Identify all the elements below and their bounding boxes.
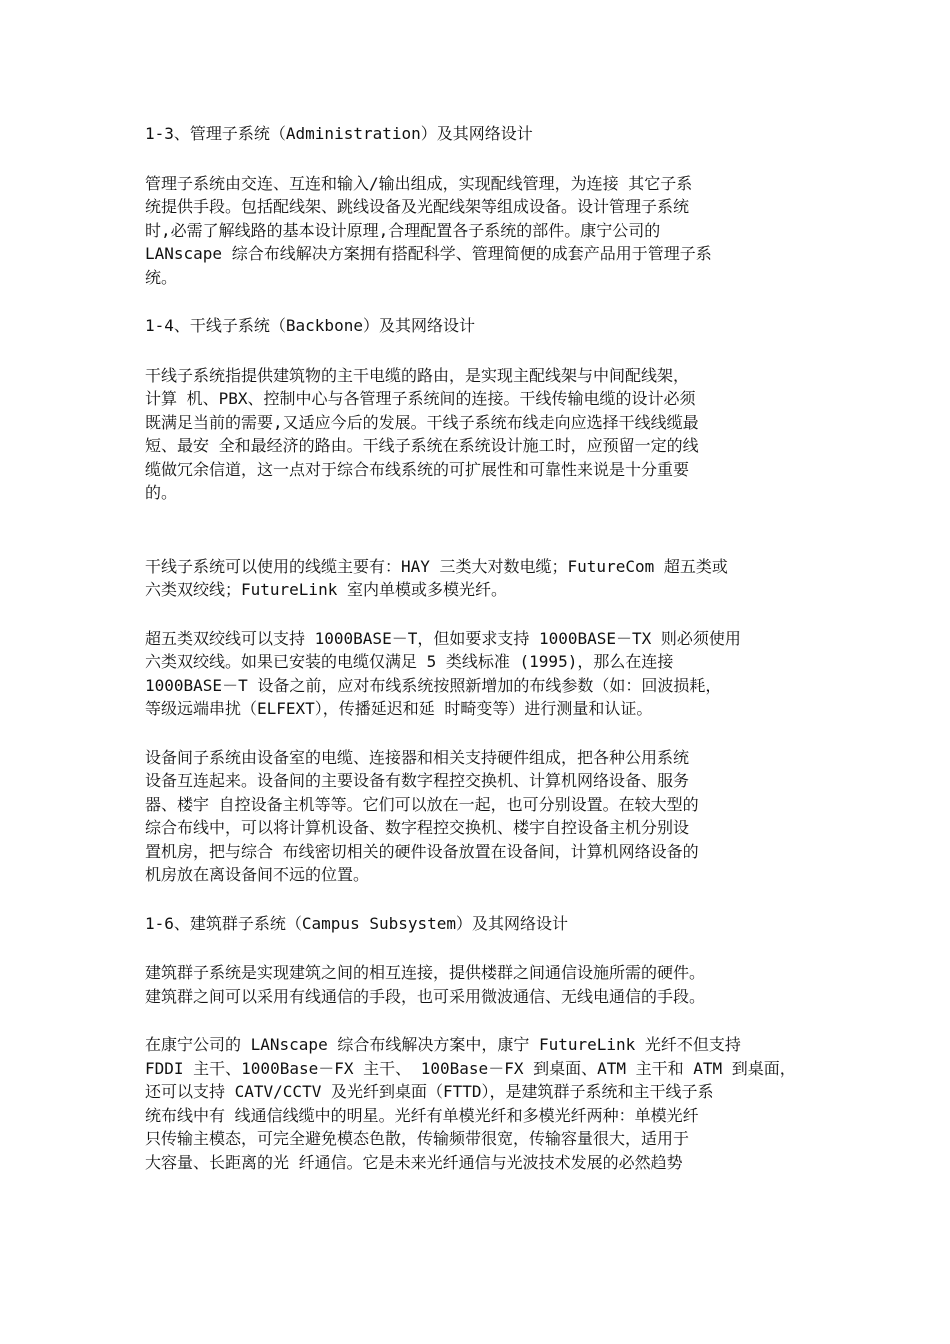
paragraph-backbone-description: 干线子系统指提供建筑物的主干电缆的路由，是实现主配线架与中间配线架， 计算 机、PBX、控制中心与各管理子系统间的连接。干线传输电缆的设计必须 既满足当前的需要,又适应今后的发展。干线子系统布线走向应选择干线线缆最 短、最安 全和最经济的路由。干线子系统在系统设计施工时，应预留一定的线 缆做冗余信道，这一点对于综合布线系统的可扩展性和可靠性来说是十分重要 的。 xyxy=(145,365,699,502)
paragraph-equipment-room: 设备间子系统由设备室的电缆、连接器和相关支持硬件组成，把各种公用系统 设备互连起来。设备间的主要设备有数字程控交换机、计算机网络设备、服务 器、楼宇 自控设备主机等等。它们可以放在一起，也可分别设置。在较大型的 综合布线中，可以将计算机设备、数字程控交换机、楼宇自控设备主机分别设 置机房，把与综合 布线密切相关的硬件设备放置在设备间，计算机网络设备的 机房放在离设备间不远的位置。 xyxy=(145,747,699,884)
heading-backbone-subsystem: 1-4、干线子系统（Backbone）及其网络设计 xyxy=(145,316,475,335)
paragraph-futurelink-fiber: 在康宁公司的 LANscape 综合布线解决方案中，康宁 FutureLink 光纤不但支持 FDDI 主干、1000Base－FX 主干、 100Base－FX 到桌面、ATM 主干和 ATM 到桌面， 还可以支持 CATV/CCTV 及光纤到桌面（FTTD），是建筑群子系统和主干线子系 统布线中有 线通信线缆中的明星。光纤有单模光纤和多模光纤两种：单模光纤 只传输主模态，可完全避免模态色散，传输频带很宽，传输容量很大，适用于 大容量、长距离的光 纤通信。它是未来光纤通信与光波技术发展的必然趋势 xyxy=(145,1035,796,1172)
heading-campus-subsystem: 1-6、建筑群子系统（Campus Subsystem）及其网络设计 xyxy=(145,913,569,933)
paragraph-administration-description: 管理子系统由交连、互连和输入/输出组成，实现配线管理，为连接 其它子系 统提供手段。包括配线架、跳线设备及光配线架等组成设备。设计管理子系统 时,必需了解线路的基本设计原理,合理配置各子系统的部件。康宁公司的 LANscape 综合布线解决方案拥有搭配科学、管理简便的成套产品用于管理子系 统。 xyxy=(145,173,712,287)
heading-administration-subsystem: 1-3、管理子系统（Administration）及其网络设计 xyxy=(145,124,533,143)
paragraph-backbone-cables: 干线子系统可以使用的线缆主要有：HAY 三类大对数电缆；FutureCom 超五类或 六类双绞线；FutureLink 室内单模或多模光纤。 xyxy=(145,556,728,599)
paragraph-cat5e-support: 超五类双绞线可以支持 1000BASE－T，但如要求支持 1000BASE－TX 则必须使用 六类双绞线。如果已安装的电缆仅满足 5 类线标准 (1995)，那么在连接 1000BASE－T 设备之前，应对布线系统按照新增加的布线参数（如：回波损耗， 等级远端串扰（ELFEXT），传播延迟和延 时畸变等）进行测量和认证。 xyxy=(145,628,741,718)
paragraph-campus-description: 建筑群子系统是实现建筑之间的相互连接，提供楼群之间通信设施所需的硬件。 建筑群之间可以采用有线通信的手段，也可采用微波通信、无线电通信的手段。 xyxy=(145,963,706,1006)
document-page xyxy=(145,122,805,1174)
